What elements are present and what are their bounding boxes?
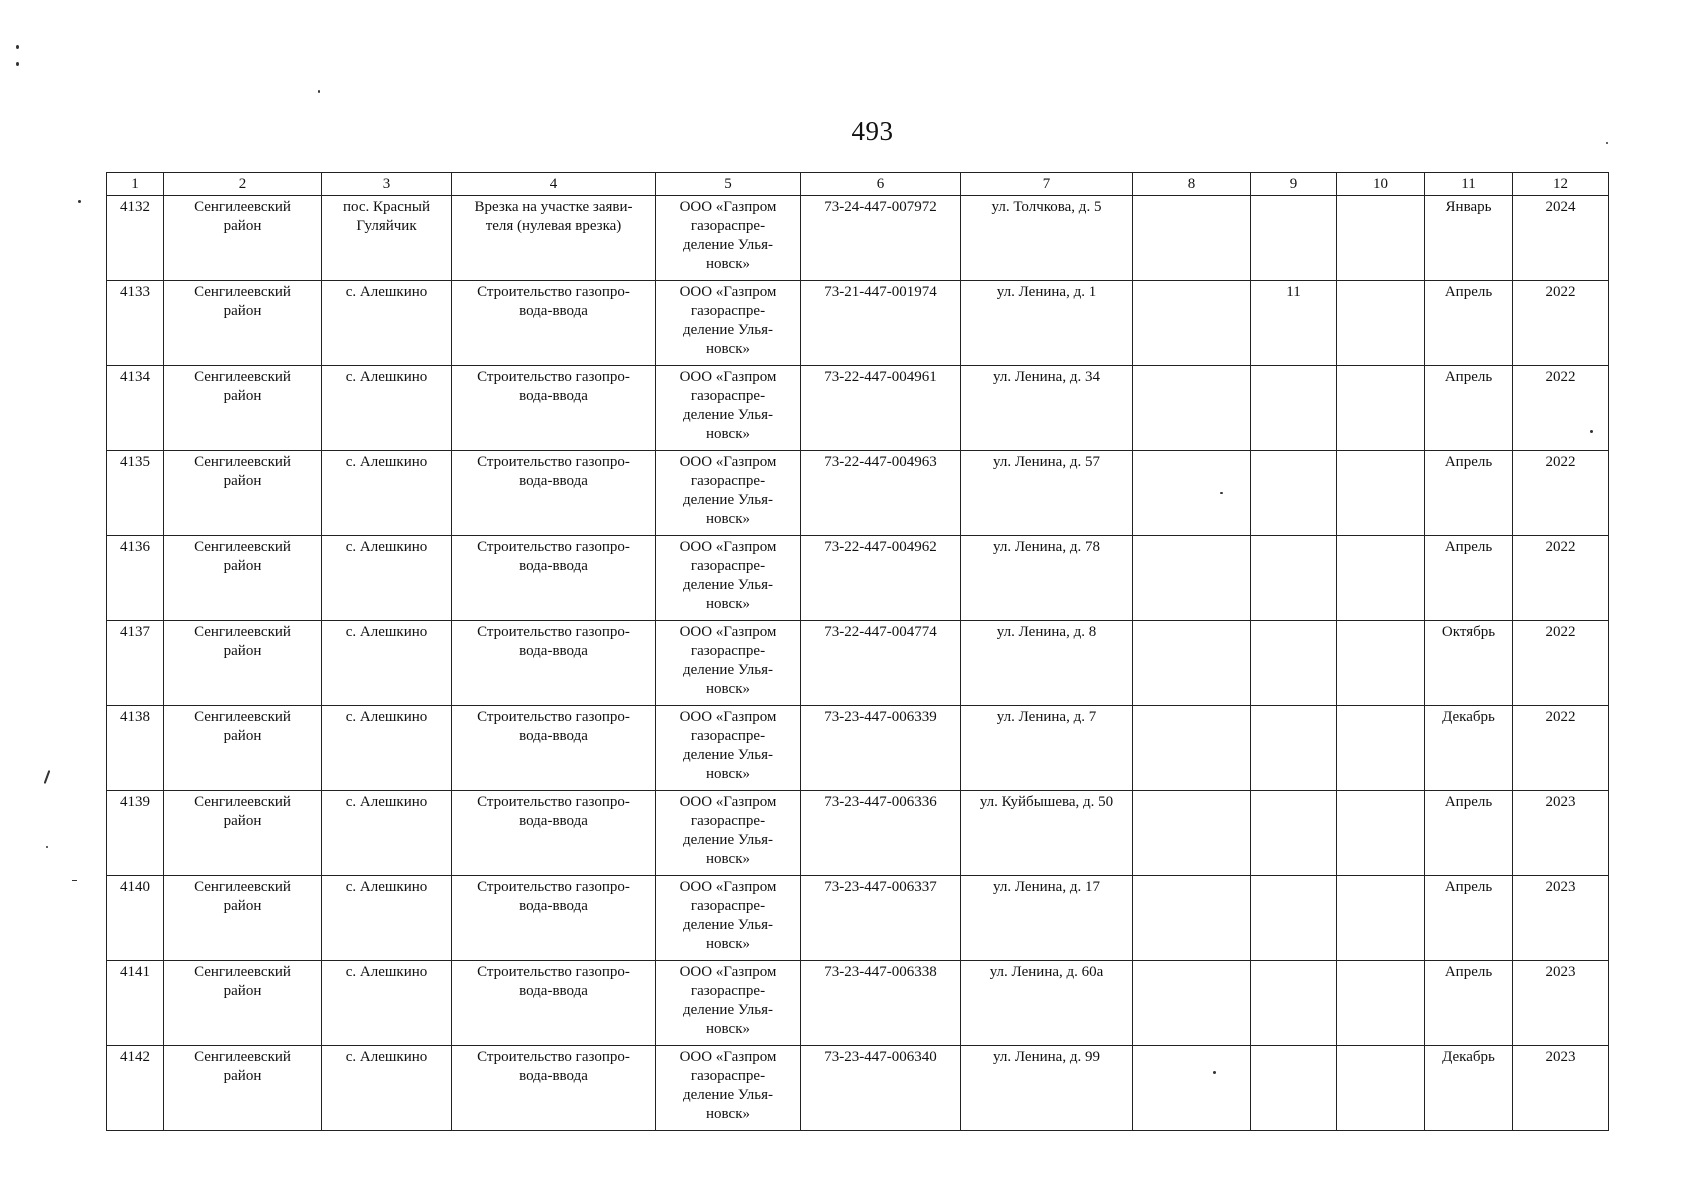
scan-speck [1606,142,1608,144]
work-type-cell-text: Строительство газопро- вода-ввода [477,1049,630,1084]
row-number-cell-text: 4141 [120,964,150,980]
column-9-cell-text: 11 [1286,284,1301,300]
year-cell-text: 2022 [1545,624,1576,640]
row-number-cell-text: 4132 [120,199,150,215]
organization-cell [656,876,801,961]
scan-speck [1220,492,1223,494]
district-cell-text: Сенгилеевский район [194,794,291,829]
year-cell-text: 2022 [1545,539,1576,555]
object-code-cell-text: 73-22-447-004962 [824,539,937,555]
row-number-cell-text: 4139 [120,794,150,810]
column-10-cell [1337,536,1425,621]
work-type-cell [452,366,656,451]
row-number-cell [107,961,164,1046]
work-type-cell-text: Строительство газопро- вода-ввода [477,539,630,574]
column-10-cell [1337,791,1425,876]
month-cell [1425,791,1513,876]
column-10-cell [1337,961,1425,1046]
settlement-cell-text: с. Алешкино [345,1049,428,1065]
year-cell-text: 2022 [1545,709,1576,725]
work-type-cell [452,876,656,961]
column-header: 2 [164,173,322,196]
settlement-cell-text: с. Алешкино [345,284,428,300]
month-cell-text: Декабрь [1442,1049,1495,1065]
object-code-cell-text: 73-23-447-006338 [824,964,937,980]
object-code-cell-text: 73-23-447-006337 [824,879,937,895]
object-code-cell [801,706,961,791]
row-number-cell-text: 4140 [120,879,150,895]
column-8-cell [1133,706,1251,791]
column-header: 3 [322,173,452,196]
settlement-cell [322,196,452,281]
address-cell-text: ул. Ленина, д. 78 [993,539,1100,555]
address-cell-text: ул. Толчкова, д. 5 [991,199,1102,215]
district-cell [164,961,322,1046]
column-9-cell [1251,451,1337,536]
organization-cell-text: ООО «Газпром газораспре- деление Улья- новск» [679,964,777,1037]
year-cell-text: 2022 [1545,369,1576,385]
settlement-cell-text: с. Алешкино [345,369,428,385]
month-cell [1425,1046,1513,1131]
address-cell-text: ул. Ленина, д. 7 [996,709,1097,725]
column-9-cell [1251,706,1337,791]
row-number-cell [107,621,164,706]
address-cell [961,791,1133,876]
row-number-cell [107,706,164,791]
month-cell-text: Апрель [1444,284,1493,300]
district-cell-text: Сенгилеевский район [194,879,291,914]
column-10-cell [1337,366,1425,451]
work-type-cell [452,791,656,876]
month-cell [1425,706,1513,791]
settlement-cell-text: с. Алешкино [345,454,428,470]
work-type-cell-text: Строительство газопро- вода-ввода [477,284,630,319]
year-cell-text: 2023 [1545,879,1576,895]
organization-cell-text: ООО «Газпром газораспре- деление Улья- новск» [679,454,777,527]
table-row [107,1046,1609,1131]
month-cell [1425,366,1513,451]
organization-cell-text: ООО «Газпром газораспре- деление Улья- новск» [679,1049,777,1122]
district-cell-text: Сенгилеевский район [194,709,291,744]
year-cell [1513,281,1609,366]
settlement-cell-text: пос. Красный Гуляйчик [342,199,430,234]
organization-cell [656,621,801,706]
settlement-cell [322,1046,452,1131]
organization-cell [656,706,801,791]
work-type-cell-text: Строительство газопро- вода-ввода [477,709,630,744]
settlement-cell-text: с. Алешкино [345,794,428,810]
address-cell [961,706,1133,791]
row-number-cell [107,366,164,451]
object-code-cell [801,621,961,706]
district-cell-text: Сенгилеевский район [194,454,291,489]
year-cell [1513,536,1609,621]
district-cell [164,791,322,876]
month-cell-text: Апрель [1444,454,1493,470]
row-number-cell-text: 4134 [120,369,150,385]
column-header: 4 [452,173,656,196]
scan-speck [16,45,19,49]
settlement-cell [322,621,452,706]
month-cell-text: Апрель [1444,879,1493,895]
settlement-cell-text: с. Алешкино [345,709,428,725]
settlement-cell-text: с. Алешкино [345,879,428,895]
settlement-cell [322,961,452,1046]
work-type-cell [452,196,656,281]
organization-cell [656,451,801,536]
work-type-cell [452,706,656,791]
object-code-cell-text: 73-23-447-006339 [824,709,937,725]
gas-connection-table [106,172,1609,1131]
year-cell [1513,876,1609,961]
organization-cell-text: ООО «Газпром газораспре- деление Улья- новск» [679,539,777,612]
table-row [107,706,1609,791]
district-cell [164,536,322,621]
organization-cell-text: ООО «Газпром газораспре- деление Улья- новск» [679,794,777,867]
settlement-cell [322,536,452,621]
month-cell-text: Апрель [1444,369,1493,385]
settlement-cell-text: с. Алешкино [345,624,428,640]
work-type-cell [452,621,656,706]
scan-speck [318,90,320,93]
address-cell-text: ул. Ленина, д. 57 [993,454,1100,470]
month-cell-text: Апрель [1444,794,1493,810]
address-cell [961,366,1133,451]
work-type-cell [452,451,656,536]
year-cell [1513,791,1609,876]
organization-cell-text: ООО «Газпром газораспре- деление Улья- новск» [679,284,777,357]
column-9-cell [1251,1046,1337,1131]
address-cell [961,536,1133,621]
district-cell-text: Сенгилеевский район [194,1049,291,1084]
column-8-cell [1133,281,1251,366]
object-code-cell [801,451,961,536]
month-cell [1425,961,1513,1046]
district-cell [164,366,322,451]
column-header: 6 [801,173,961,196]
district-cell [164,451,322,536]
address-cell [961,621,1133,706]
work-type-cell-text: Врезка на участке заяви- теля (нулевая врезка) [474,199,633,234]
work-type-cell-text: Строительство газопро- вода-ввода [477,624,630,659]
column-8-cell [1133,536,1251,621]
object-code-cell [801,196,961,281]
organization-cell [656,366,801,451]
column-8-cell [1133,1046,1251,1131]
year-cell-text: 2022 [1545,284,1576,300]
object-code-cell [801,791,961,876]
table-row [107,451,1609,536]
settlement-cell-text: с. Алешкино [345,964,428,980]
month-cell-text: Апрель [1444,964,1493,980]
year-cell [1513,961,1609,1046]
settlement-cell [322,706,452,791]
work-type-cell [452,281,656,366]
year-cell-text: 2023 [1545,794,1576,810]
column-9-cell [1251,536,1337,621]
year-cell [1513,706,1609,791]
work-type-cell-text: Строительство газопро- вода-ввода [477,454,630,489]
work-type-cell-text: Строительство газопро- вода-ввода [477,879,630,914]
column-9-cell [1251,366,1337,451]
object-code-cell-text: 73-22-447-004774 [824,624,937,640]
address-cell [961,196,1133,281]
organization-cell-text: ООО «Газпром газораспре- деление Улья- новск» [679,624,777,697]
column-10-cell [1337,1046,1425,1131]
district-cell [164,281,322,366]
object-code-cell [801,281,961,366]
address-cell-text: ул. Ленина, д. 34 [993,369,1100,385]
organization-cell [656,196,801,281]
year-cell [1513,366,1609,451]
table-row [107,621,1609,706]
column-9-cell [1251,791,1337,876]
year-cell-text: 2023 [1545,964,1576,980]
address-cell-text: ул. Ленина, д. 8 [996,624,1097,640]
month-cell [1425,281,1513,366]
district-cell [164,621,322,706]
address-cell-text: ул. Ленина, д. 99 [993,1049,1100,1065]
row-number-cell-text: 4133 [120,284,150,300]
object-code-cell-text: 73-22-447-004963 [824,454,937,470]
organization-cell [656,281,801,366]
row-number-cell-text: 4135 [120,454,150,470]
district-cell-text: Сенгилеевский район [194,369,291,404]
scan-speck [46,846,48,848]
work-type-cell [452,536,656,621]
column-header: 5 [656,173,801,196]
column-9-cell [1251,621,1337,706]
settlement-cell [322,281,452,366]
object-code-cell [801,366,961,451]
organization-cell [656,961,801,1046]
address-cell [961,281,1133,366]
scan-speck [1213,1071,1216,1074]
row-number-cell [107,876,164,961]
district-cell [164,876,322,961]
table-row [107,366,1609,451]
column-8-cell [1133,621,1251,706]
year-cell [1513,196,1609,281]
address-cell [961,961,1133,1046]
page-number: 493 [851,116,894,146]
column-8-cell [1133,876,1251,961]
settlement-cell-text: с. Алешкино [345,539,428,555]
district-cell-text: Сенгилеевский район [194,284,291,319]
work-type-cell-text: Строительство газопро- вода-ввода [477,369,630,404]
object-code-cell-text: 73-23-447-006340 [824,1049,937,1065]
settlement-cell [322,791,452,876]
month-cell [1425,536,1513,621]
column-header: 12 [1513,173,1609,196]
column-header: 1 [107,173,164,196]
address-cell-text: ул. Ленина, д. 17 [993,879,1100,895]
column-10-cell [1337,621,1425,706]
address-cell [961,1046,1133,1131]
organization-cell-text: ООО «Газпром газораспре- деление Улья- новск» [679,369,777,442]
column-10-cell [1337,876,1425,961]
month-cell [1425,876,1513,961]
address-cell-text: ул. Куйбышева, д. 50 [979,794,1114,810]
column-10-cell [1337,706,1425,791]
district-cell-text: Сенгилеевский район [194,624,291,659]
year-cell-text: 2024 [1545,199,1576,215]
column-9-cell [1251,961,1337,1046]
organization-cell [656,791,801,876]
organization-cell-text: ООО «Газпром газораспре- деление Улья- новск» [679,709,777,782]
settlement-cell [322,876,452,961]
year-cell [1513,1046,1609,1131]
column-8-cell [1133,791,1251,876]
column-header: 10 [1337,173,1425,196]
row-number-cell-text: 4136 [120,539,150,555]
month-cell-text: Январь [1445,199,1492,215]
month-cell [1425,621,1513,706]
object-code-cell-text: 73-24-447-007972 [824,199,937,215]
table-row [107,791,1609,876]
year-cell-text: 2022 [1545,454,1576,470]
table-row [107,961,1609,1046]
work-type-cell [452,1046,656,1131]
district-cell [164,1046,322,1131]
column-10-cell [1337,281,1425,366]
column-9-cell [1251,281,1337,366]
scan-speck [16,62,19,66]
address-cell [961,876,1133,961]
row-number-cell [107,281,164,366]
column-8-cell [1133,196,1251,281]
district-cell [164,196,322,281]
work-type-cell [452,961,656,1046]
object-code-cell-text: 73-22-447-004961 [824,369,937,385]
year-cell-text: 2023 [1545,1049,1576,1065]
table-row [107,281,1609,366]
column-9-cell [1251,196,1337,281]
column-header: 8 [1133,173,1251,196]
column-8-cell [1133,366,1251,451]
table-row [107,876,1609,961]
object-code-cell [801,961,961,1046]
district-cell [164,706,322,791]
district-cell-text: Сенгилеевский район [194,539,291,574]
column-header: 7 [961,173,1133,196]
month-cell-text: Декабрь [1442,709,1495,725]
scan-speck [44,770,51,784]
scan-speck [1590,430,1593,433]
district-cell-text: Сенгилеевский район [194,199,291,234]
column-number-row [107,173,1609,196]
organization-cell [656,536,801,621]
object-code-cell [801,876,961,961]
scan-speck [78,200,81,203]
work-type-cell-text: Строительство газопро- вода-ввода [477,964,630,999]
organization-cell-text: ООО «Газпром газораспре- деление Улья- новск» [679,199,777,272]
scan-speck [72,880,77,881]
column-10-cell [1337,196,1425,281]
column-header: 9 [1251,173,1337,196]
table-body [107,196,1609,1131]
column-10-cell [1337,451,1425,536]
address-cell [961,451,1133,536]
row-number-cell-text: 4142 [120,1049,150,1065]
object-code-cell-text: 73-23-447-006336 [824,794,937,810]
month-cell-text: Апрель [1444,539,1493,555]
object-code-cell-text: 73-21-447-001974 [824,284,937,300]
row-number-cell [107,451,164,536]
row-number-cell-text: 4138 [120,709,150,725]
organization-cell-text: ООО «Газпром газораспре- деление Улья- новск» [679,879,777,952]
object-code-cell [801,1046,961,1131]
column-header: 11 [1425,173,1513,196]
month-cell-text: Октябрь [1441,624,1496,640]
month-cell [1425,196,1513,281]
year-cell [1513,621,1609,706]
table-row [107,196,1609,281]
row-number-cell [107,196,164,281]
year-cell [1513,451,1609,536]
row-number-cell [107,536,164,621]
work-type-cell-text: Строительство газопро- вода-ввода [477,794,630,829]
month-cell [1425,451,1513,536]
row-number-cell [107,1046,164,1131]
column-9-cell [1251,876,1337,961]
row-number-cell [107,791,164,876]
district-cell-text: Сенгилеевский район [194,964,291,999]
address-cell-text: ул. Ленина, д. 1 [996,284,1097,300]
organization-cell [656,1046,801,1131]
table-row [107,536,1609,621]
settlement-cell [322,366,452,451]
address-cell-text: ул. Ленина, д. 60а [989,964,1104,980]
object-code-cell [801,536,961,621]
column-8-cell [1133,451,1251,536]
column-8-cell [1133,961,1251,1046]
settlement-cell [322,451,452,536]
row-number-cell-text: 4137 [120,624,150,640]
